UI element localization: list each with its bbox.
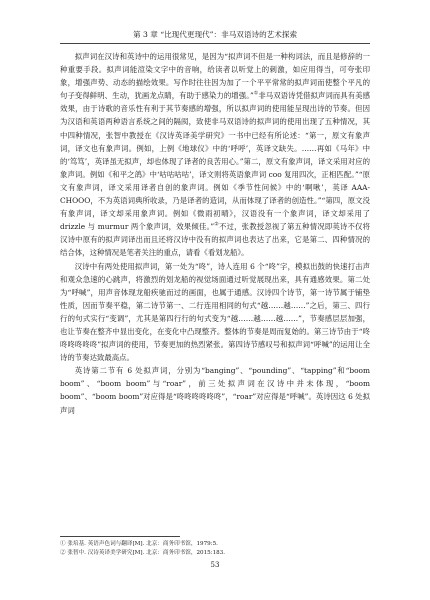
- running-header: [60, 30, 370, 44]
- footnote: ② 张智中. 汉诗英译美学研究[M]. 北京：商务印书馆，2015:183.: [60, 550, 226, 556]
- paragraph: 汉诗中有两处使用拟声词，第一处为“咚”，诗人连用 6 个“咚”字，模拟出鼓的快速打击声和观众急速的心跳声，将激烈的划龙船的视觉场面通过听觉展现出来，具有通感效果。第二处为“呼喊”，用声音体现龙船疾驰而过的画面，也属于通感。汉诗四个诗节，第一诗节属于铺垫性质，因而节奏平稳，第二诗节第一、二行连用相同的句式“越……越……”之后，第三、四行行的句式实行“变调”，尤其是第四行行的句式变为“越……越……越……”，节奏感层层加强，也让节奏在整齐中显出变化，在变化中凸现整齐。整体的节奏是周而复始的。第三诗节由于“咚咚咚咚咚咚”拟声词的使用，节奏更加的热烈紧张。第四诗节感叹号和拟声词“呼喊”的运用让全诗的节奏达致最高点。: [60, 261, 370, 363]
- paragraph-text: 拟声词在汉诗和英诗中的运用很常见，是因为“拟声词不但是一种构词法，而且是修辞的一种重要手段。拟声词能渲染文字中的音响，给读者以听觉上的刺激，如应用得当，可夸张印象，增强声势、动态的描绘效果。写作时往往因为加了一个平平常常的拟声词而使整个平凡的句子变得鲜明、生动，犹画龙点睛，有助于感染力的增强。”: [60, 52, 370, 101]
- paragraph: [60, 50, 370, 260]
- footnote-ref[interactable]: ①: [253, 90, 259, 97]
- body-text: [60, 50, 370, 417]
- paragraph: 英诗第二节有 6 处拟声词，分别为“banging”、“pounding”、“tapping”和“boom boom”、“boom boom”与“roar”，前三处拟声词在汉诗中并未体现，“boom boom”、“boom boom”对应得是“咚咚咚咚咚咚”，“roar”对应得是“呼喊”。英诗因这 6 处拟声词: [60, 366, 370, 415]
- page-number: 53: [210, 561, 220, 569]
- footnote: ① 张培基. 英语声色词与翻译[M]. 北京：商务印书馆，1979:5.: [60, 541, 218, 547]
- footnote-ref[interactable]: ②: [214, 221, 219, 228]
- paragraph-text: 非马双语诗凭借拟声词而具有美感效果，由于诗歌的音乐性有利于其节奏感的增强，所以拟声词的使用能呈现出诗的节奏。但因为汉语和英语两种语言系统之间的隔阂，致使非马双语诗的拟声词的使用出现了五种情况，其中四种情况，张智中教授在《汉诗英译美学研究》一书中已经有所论述：“第一，原文有象声词，译文也有象声词。例如，上例《地球仪》中的‘呼呼’，英译文缺失。……再如《马年》中的‘笃笃’，英译虽无拟声，却也体现了译者的良苦用心。”第二，原文有象声词，译文采用对应的象声词。例如《和平之鸽》中‘咕咕咕咕’，译文则将英语象声词 coo 复用四次，正相匹配。”“原文有象声词，译文采用译者自创的象声词。例如《季节性问候》中的‘啊啾’，英译 AAA-CHOOO，不为英语词典所收录，乃是译者的造词，从而体现了译者的创造性。”“第四，原文没有象声词，译文却采用象声词。例如《微雨初晴》，汉语没有一个象声词，译文却采用了 drizzle 与 murmur 两个象声词，效果倾佳。”: [60, 91, 370, 232]
- chapter-title: 第 3 章 “比现代更现代”：非马双语诗的艺术探索: [132, 30, 298, 39]
- footnote-divider: [60, 536, 180, 537]
- footnotes: [60, 540, 370, 558]
- paragraph-text: 不过，张教授忽视了第五种情况即英诗不仅将汉诗中原有的拟声词译出而且还将汉诗中没有的拟声词也表达了出来，它是第二、四种情况的结合体，这种情况是笔者关注的重点，请看《看划龙船》。: [60, 222, 370, 258]
